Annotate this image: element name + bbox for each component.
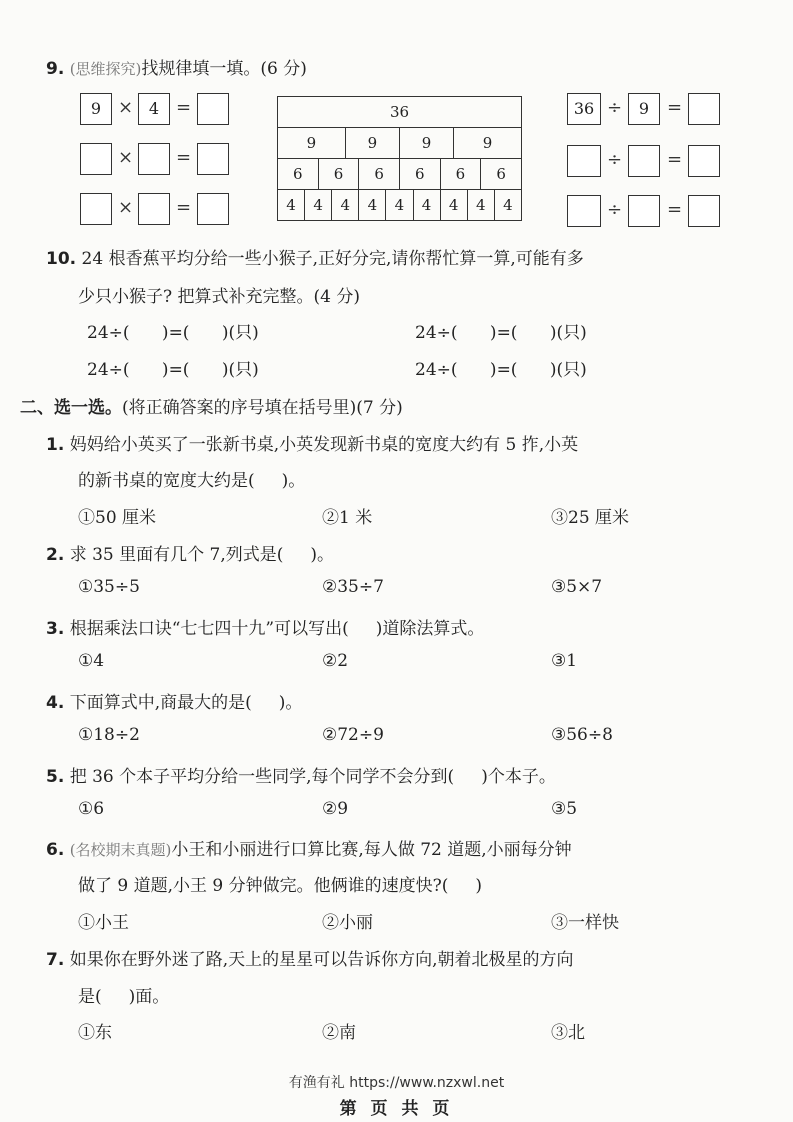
list-item [46, 688, 302, 713]
option-1[interactable]: ①35÷5 [78, 577, 140, 597]
answer-box[interactable]: 9 [628, 93, 660, 125]
option-1[interactable]: ①4 [78, 651, 105, 671]
multiply-sign: × [118, 197, 134, 218]
answer-box[interactable] [80, 143, 112, 175]
table-cell: 4 [440, 190, 467, 221]
table-cell: 4 [413, 190, 440, 221]
table-cell: 4 [386, 190, 413, 221]
question-text: 妈妈给小英买了一张新书桌,小英发现新书桌的宽度大约有 5 拃,小英 [69, 435, 579, 455]
footer-watermark: 有渔有礼 https://www.nzxwl.net [288, 1075, 505, 1091]
table-cell: 6 [481, 159, 522, 190]
option-3[interactable]: ③一样快 [551, 913, 619, 933]
question-text[interactable]: 的新书桌的宽度大约是( )。 [78, 471, 306, 491]
option-2[interactable]: ②1 米 [322, 508, 373, 528]
section-note: (将正确答案的序号填在括号里)(7 分) [122, 398, 403, 418]
section-heading [20, 393, 403, 418]
question-tag: (思维探究) [69, 60, 142, 78]
formula-blank[interactable]: 24÷( )=( )(只) [415, 360, 587, 380]
formula-blank[interactable]: 24÷( )=( )(只) [87, 323, 259, 343]
question-number: 7. [46, 950, 65, 970]
option-3[interactable]: ③5 [551, 799, 578, 819]
question-number: 5. [46, 767, 65, 787]
option-3[interactable]: ③25 厘米 [551, 508, 630, 528]
table-cell: 4 [278, 190, 305, 221]
question-text: 24 根香蕉平均分给一些小猴子,正好分完,请你帮忙算一算,可能有多 [81, 249, 584, 269]
option-3[interactable]: ③5×7 [551, 577, 603, 597]
question-text[interactable]: 下面算式中,商最大的是( )。 [69, 693, 303, 713]
equals-sign: = [667, 97, 683, 118]
answer-box[interactable] [688, 93, 720, 125]
answer-box[interactable] [688, 145, 720, 177]
answer-box[interactable] [138, 143, 170, 175]
equals-sign: = [176, 97, 192, 118]
question-number: 10. [46, 249, 77, 269]
option-3[interactable]: ③1 [551, 651, 578, 671]
table-cell: 36 [278, 97, 522, 128]
table-cell: 6 [318, 159, 359, 190]
list-item [46, 540, 334, 565]
table-cell: 4 [467, 190, 494, 221]
question-text[interactable]: 求 35 里面有几个 7,列式是( )。 [69, 545, 335, 565]
multiply-sign: × [118, 97, 134, 118]
list-item [46, 835, 572, 860]
answer-box[interactable] [628, 195, 660, 227]
answer-box[interactable] [197, 143, 229, 175]
division-table [277, 96, 522, 221]
equals-sign: = [176, 197, 192, 218]
divide-sign: ÷ [607, 199, 623, 220]
equals-sign: = [667, 199, 683, 220]
option-1[interactable]: ①6 [78, 799, 105, 819]
question-text: 找规律填一填。(6 分) [141, 59, 307, 79]
section-title: 二、选一选。 [20, 398, 122, 418]
option-2[interactable]: ②小丽 [322, 913, 373, 933]
divide-sign: ÷ [607, 97, 623, 118]
question-text[interactable]: 根据乘法口诀“七七四十九”可以写出( )道除法算式。 [69, 619, 485, 639]
divide-sign: ÷ [607, 149, 623, 170]
list-item [46, 945, 574, 970]
question-number: 3. [46, 619, 65, 639]
question-tag: (名校期末真题) [69, 841, 172, 859]
answer-box[interactable]: 9 [80, 93, 112, 125]
answer-box[interactable]: 4 [138, 93, 170, 125]
question-number: 1. [46, 435, 65, 455]
answer-box[interactable] [197, 93, 229, 125]
question-text: 如果你在野外迷了路,天上的星星可以告诉你方向,朝着北极星的方向 [69, 950, 574, 970]
question-text[interactable]: 是( )面。 [78, 987, 170, 1007]
answer-box[interactable] [567, 145, 601, 177]
answer-box[interactable] [80, 193, 112, 225]
table-cell: 4 [332, 190, 359, 221]
formula-blank[interactable]: 24÷( )=( )(只) [87, 360, 259, 380]
question-text[interactable]: 做了 9 道题,小王 9 分钟做完。他俩谁的速度快?( ) [78, 876, 483, 896]
equals-sign: = [667, 149, 683, 170]
table-cell: 4 [494, 190, 521, 221]
formula-blank[interactable]: 24÷( )=( )(只) [415, 323, 587, 343]
multiply-sign: × [118, 147, 134, 168]
table-cell: 6 [440, 159, 481, 190]
question-number: 9. [46, 59, 65, 79]
option-2[interactable]: ②35÷7 [322, 577, 384, 597]
option-3[interactable]: ③56÷8 [551, 725, 613, 745]
option-2[interactable]: ②9 [322, 799, 349, 819]
list-item [46, 430, 578, 455]
option-1[interactable]: ①18÷2 [78, 725, 140, 745]
answer-box[interactable] [138, 193, 170, 225]
answer-box[interactable] [628, 145, 660, 177]
option-1[interactable]: ①东 [78, 1023, 112, 1043]
question-number: 2. [46, 545, 65, 565]
table-cell: 9 [454, 128, 522, 159]
table-cell: 4 [359, 190, 386, 221]
list-item [46, 762, 556, 787]
question-text[interactable]: 把 36 个本子平均分给一些同学,每个同学不会分到( )个本子。 [69, 767, 556, 787]
answer-box[interactable] [197, 193, 229, 225]
answer-box[interactable] [567, 195, 601, 227]
table-cell: 4 [305, 190, 332, 221]
table-cell: 6 [399, 159, 440, 190]
list-item [46, 614, 484, 639]
option-3[interactable]: ③北 [551, 1023, 585, 1043]
question-number: 6. [46, 840, 65, 860]
table-cell: 9 [345, 128, 399, 159]
page-number: 第 页 共 页 [339, 1099, 454, 1119]
table-cell: 9 [278, 128, 346, 159]
table-cell: 6 [278, 159, 319, 190]
question-10-line1 [46, 244, 584, 269]
question-9-header [46, 54, 307, 79]
answer-box[interactable] [688, 195, 720, 227]
question-10-line2: 少只小猴子? 把算式补充完整。(4 分) [78, 287, 361, 307]
answer-box[interactable]: 36 [567, 93, 601, 125]
table-cell: 6 [359, 159, 400, 190]
option-2[interactable]: ②南 [322, 1023, 356, 1043]
equals-sign: = [176, 147, 192, 168]
option-1[interactable]: ①50 厘米 [78, 508, 157, 528]
question-text: 小王和小丽进行口算比赛,每人做 72 道题,小丽每分钟 [171, 840, 572, 860]
option-1[interactable]: ①小王 [78, 913, 129, 933]
option-2[interactable]: ②72÷9 [322, 725, 384, 745]
option-2[interactable]: ②2 [322, 651, 349, 671]
table-cell: 9 [399, 128, 453, 159]
question-number: 4. [46, 693, 65, 713]
